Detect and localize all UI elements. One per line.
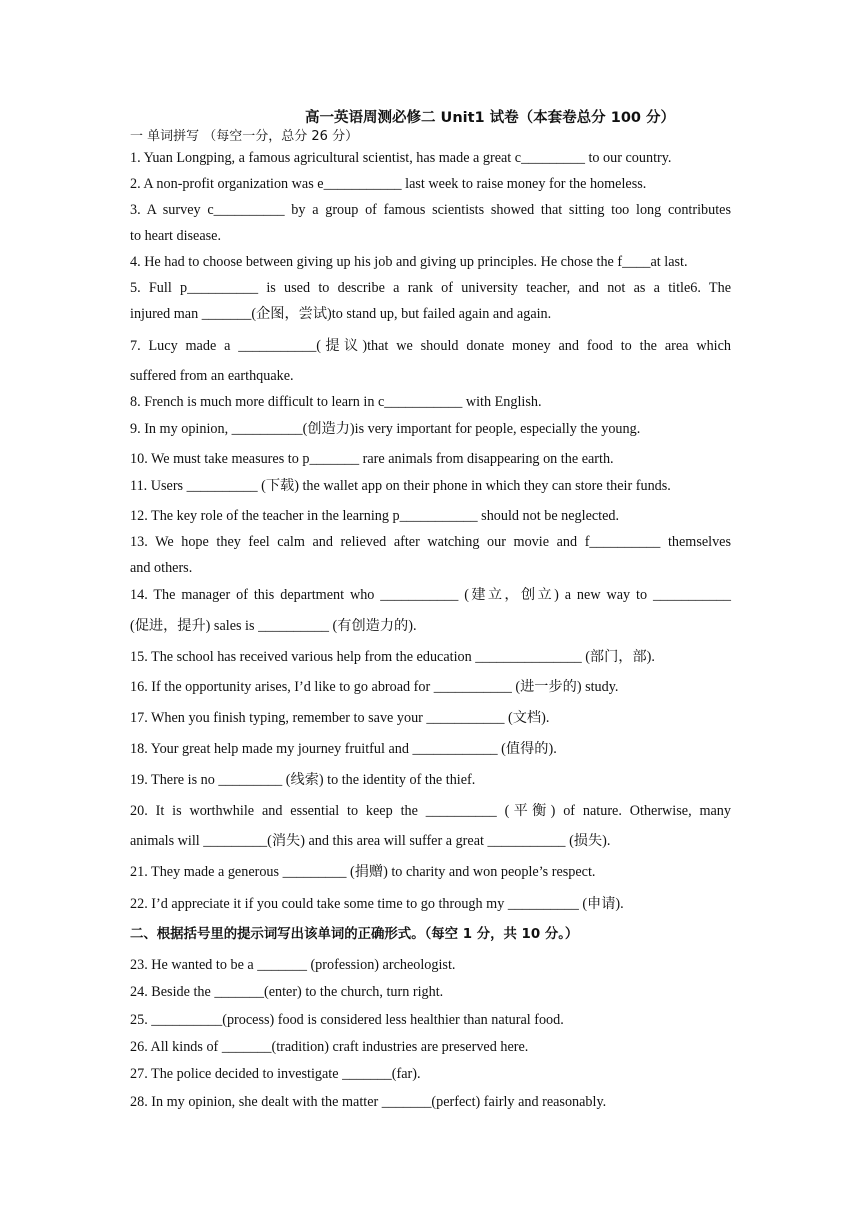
question-line: 8. French is much more difficult to learn in c___________ with English. (130, 394, 542, 410)
question-line: 3. A survey c__________ by a group of famous scientists showed that sitting too long contributes (130, 202, 731, 218)
question-line: 26. All kinds of _______(tradition) craft industries are preserved here. (130, 1039, 529, 1055)
question-line: 28. In my opinion, she dealt with the matter _______(perfect) fairly and reasonably. (130, 1094, 607, 1110)
question-line: 23. He wanted to be a _______ (profession) archeologist. (130, 957, 456, 973)
question-line: 14. The manager of this department who ___________ (建立，创立) a new way to ___________ (130, 587, 731, 603)
question-line: 16. If the opportunity arises, I’d like to go abroad for ___________ (进一步的) study. (130, 679, 619, 695)
question-line: 2. A non-profit organization was e___________ last week to raise money for the homeless. (130, 176, 647, 192)
question-line: 19. There is no _________ (线索) to the identity of the thief. (130, 772, 476, 788)
question-line: 25. __________(process) food is considered less healthier than natural food. (130, 1012, 564, 1028)
question-line: 17. When you finish typing, remember to save your ___________ (文档). (130, 710, 550, 726)
question-line: 7. Lucy made a ___________(提议)that we should donate money and food to the area which (130, 338, 731, 354)
question-line: 1. Yuan Longping, a famous agricultural scientist, has made a great c_________ to our country. (130, 150, 672, 166)
section2-heading: 二、根据括号里的提示词写出该单词的正确形式。（每空 1 分，共 10 分。） (130, 927, 579, 942)
question-line: 11. Users __________ (下载) the wallet app on their phone in which they can store their funds. (130, 478, 671, 494)
question-line: injured man _______(企图，尝试)to stand up, but failed again and again. (130, 306, 552, 322)
question-line: 15. The school has received various help from the education _______________ (部门，部). (130, 649, 655, 665)
question-line: animals will _________(消失) and this area will suffer a great ___________ (损失). (130, 833, 611, 849)
question-line: 24. Beside the _______(enter) to the church, turn right. (130, 984, 444, 1000)
question-line: (促进，提升) sales is __________ (有创造力的). (130, 618, 417, 634)
exam-title: 高一英语周测必修二 Unit1 试卷（本套卷总分 100 分） (305, 110, 676, 126)
question-line: 22. I’d appreciate it if you could take some time to go through my __________ (申请). (130, 896, 624, 912)
question-line: 10. We must take measures to p_______ rare animals from disappearing on the earth. (130, 451, 614, 467)
question-line: 9. In my opinion, __________(创造力)is very important for people, especially the young. (130, 421, 641, 437)
question-line: and others. (130, 560, 193, 576)
question-line: 4. He had to choose between giving up his job and giving up principles. He chose the f____at last. (130, 254, 688, 270)
question-line: 27. The police decided to investigate _______(far). (130, 1066, 421, 1082)
question-line: to heart disease. (130, 228, 221, 244)
question-line: 5. Full p__________ is used to describe a rank of university teacher, and not as a title6. The (130, 280, 731, 296)
question-line: 12. The key role of the teacher in the learning p___________ should not be neglected. (130, 508, 620, 524)
question-line: 21. They made a generous _________ (捐赠) to charity and won people’s respect. (130, 864, 596, 880)
question-line: 18. Your great help made my journey fruitful and ____________ (值得的). (130, 741, 557, 757)
question-line: 13. We hope they feel calm and relieved after watching our movie and f__________ themselves (130, 534, 731, 550)
question-line: suffered from an earthquake. (130, 368, 294, 384)
section1-heading: 一 单词拼写 （每空一分，总分 26 分） (130, 129, 359, 144)
question-line: 20. It is worthwhile and essential to keep the __________ (平衡) of nature. Otherwise, many (130, 803, 731, 819)
